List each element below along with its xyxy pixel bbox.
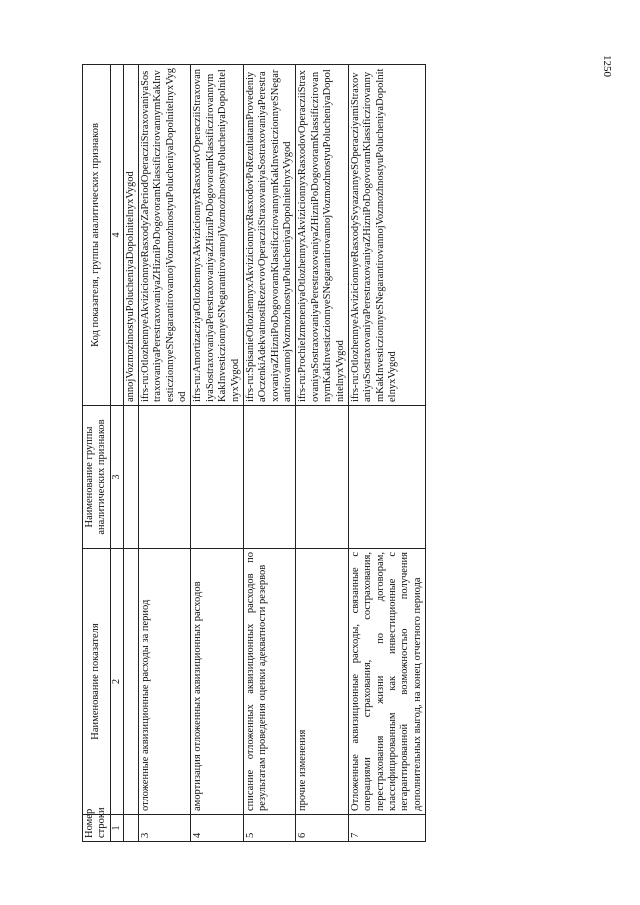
indicator-code: annojVozmozhnostyuPolucheniyaDopolnitelnyxVygod	[123, 65, 138, 406]
row-number: 6	[296, 815, 349, 842]
indicator-code: ifrs-ru:OtlozhennyeAkvizicionnyeRasxodyZaPeriodOperacziiStraxovaniyaSostraxovaniyaPerestraxovaniyaZHizniPoDogovoramKlassificzirovannymKakInvesticzionnyeSNegarantirovannojVozmozhnostyuPolucheniyaDopolnitelnyxVygod	[138, 65, 191, 406]
column-number-row	[110, 65, 123, 842]
indicator-name	[123, 549, 138, 815]
header-group-name: Наименование группы аналитических признаков	[83, 406, 111, 549]
header-row-number: Номер строки	[83, 815, 111, 842]
row-number: 4	[191, 815, 244, 842]
indicator-code: ifrs-ru:SpisanieOtlozhennyxAkvizicionnyxRasxodovPoRezultatamProvedeniyaOczenkiAdekvatnostiRezervovOperacziiStraxovaniyaSostraxovaniyaPerestraxovaniyaZHizniPoDogovoramKlassificzirovannymKakInvesticzionnyeSNegarantirovannojVozmozhnostyuPolucheniyaDopolnitelnyxVygod	[243, 65, 296, 406]
indicator-code: ifrs-ru:OtlozhennyeAkvizicionnyeRasxodySvyazannyeSOperacziyamiStraxovaniyaSostraxovaniyaPerestraxovaniyaZHizniPoDogovoramKlassificzirovannymKakInvesticzionnyeSNegarantirovannojVozmozhnostyuPolucheniyaDopolnitelnyxVygod	[348, 65, 425, 406]
indicator-name: амортизация отложенных аквизиционных расходов	[191, 549, 244, 815]
group-name	[191, 406, 244, 549]
group-name	[348, 406, 425, 549]
indicator-name: прочие изменения	[296, 549, 349, 815]
indicator-code: ifrs-ru:ProchieIzmeneniyaOtlozhennyxAkvizicionnyxRasxodovOperacziiStraxovaniyaSostraxovaniyaPerestraxovaniyaZHizniPoDogovoramKlassificzirovannymKakInvesticzionnyeSNegarantirovannojVozmozhnostyuPolucheniyaDopolnitelnyxVygod	[296, 65, 349, 406]
header-indicator-name: Наименование показателя	[83, 549, 111, 815]
column-number: 3	[110, 406, 123, 549]
column-number: 1	[110, 815, 123, 842]
indicator-name: отложенные аквизиционные расходы за период	[138, 549, 191, 815]
table-row	[243, 65, 296, 842]
page-number: 1250	[601, 55, 613, 77]
group-name	[243, 406, 296, 549]
table-row	[123, 65, 138, 842]
indicator-name: списание отложенных аквизиционных расходов по результатам проведения оценки адекватности резервов	[243, 549, 296, 815]
row-number: 7	[348, 815, 425, 842]
group-name	[296, 406, 349, 549]
group-name	[123, 406, 138, 549]
row-number	[123, 815, 138, 842]
table-row	[348, 65, 425, 842]
row-number: 5	[243, 815, 296, 842]
header-indicator-code: Код показателя, группы аналитических признаков	[83, 65, 111, 406]
column-number: 4	[110, 65, 123, 406]
rotated-page-content	[82, 64, 542, 842]
table-row	[191, 65, 244, 842]
table-row	[138, 65, 191, 842]
column-number: 2	[110, 549, 123, 815]
table-header-row	[83, 65, 111, 842]
group-name	[138, 406, 191, 549]
indicator-code: ifrs-ru:AmortizacziyaOtlozhennyxAkvizicionnyxRasxodovOperacziiStraxovaniyaSostraxovaniyaPerestraxovaniyaZHizniPoDogovoramKlassificzirovannymKakInvesticzionnyeSNegarantirovannojVozmozhnostyuPolucheniyaDopolnitelnyxVygod	[191, 65, 244, 406]
indicator-table	[82, 64, 426, 842]
indicator-name: Отложенные аквизиционные расходы, связанные с операциями страхования, сострахования, перестрахования жизни по договорам, классифицированным как инвестиционные с негарантированной возможностью получения дополнительных выгод, на конец отчетного периода	[348, 549, 425, 815]
table-row	[296, 65, 349, 842]
row-number: 3	[138, 815, 191, 842]
